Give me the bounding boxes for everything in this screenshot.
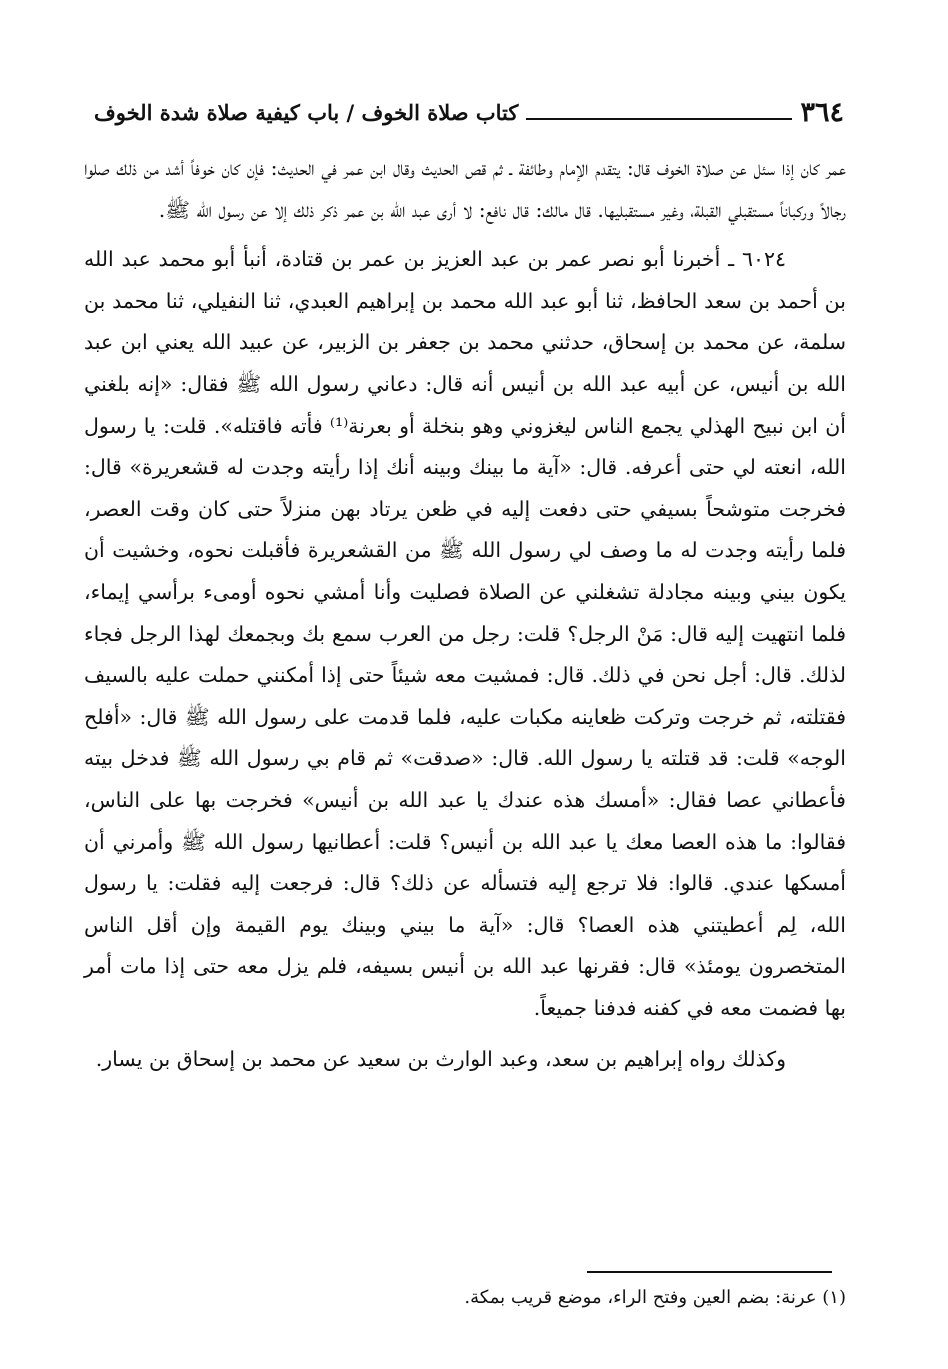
running-title: كتاب صلاة الخوف / باب كيفية صلاة شدة الخوف xyxy=(94,99,519,125)
main-text xyxy=(84,148,846,1081)
page-header xyxy=(94,92,844,132)
page-number: ٣٦٤ xyxy=(800,96,844,128)
paragraph-continuation: عمر كان إذا سئل عن صلاة الخوف قال: يتقدم الإمام وطائفة ـ ثم قص الحديث وقال ابن عمر في الحديث: فإن كان خوفاً أشد من ذلك صلوا رجالاً وركباناً مستقبلي القبلة، وغير مستقبليها. قال مالك: قال نافع: لا أرى عبد الله بن عمر ذكر ذلك إلا عن رسول الله ﷺ. xyxy=(84,156,846,222)
header-rule xyxy=(526,118,792,120)
paragraph-narration-note: وكذلك رواه إبراهيم بن سعد، وعبد الوارث بن سعيد عن محمد بن إسحاق بن يسار. xyxy=(95,1047,786,1072)
footnote-separator xyxy=(587,1271,832,1273)
hadith-6024: ٦٠٢٤ ـ أخبرنا أبو نصر عمر بن عبد العزيز بن عمر بن قتادة، أنبأ أبو محمد عبد الله بن أحمد بن سعد الحافظ، ثنا أبو عبد الله محمد بن إبراهيم العبدي، ثنا النفيلي، ثنا محمد بن سلمة، عن محمد بن إسحاق، حدثني محمد بن جعفر بن الزبير، عن عبيد الله يعني ابن عبد الله بن أنيس، عن أبيه عبد الله بن أنيس أنه قال: دعاني رسول الله ﷺ فقال: «إنه بلغني أن ابن نبيح الهذلي يجمع الناس ليغزوني وهو بنخلة أو بعرنة⁽¹⁾ فأته فاقتله». قلت: يا رسول الله، انعته لي حتى أعرفه. قال: «آية ما بينك وبينه أنك إذا رأيته وجدت له قشعريرة» قال: فخرجت متوشحاً بسيفي حتى دفعت إليه في ظعن يرتاد بهن منزلاً حتى كان وقت العصر، فلما رأيته وجدت له ما وصف لي رسول الله ﷺ من القشعريرة فأقبلت نحوه، وخشيت أن يكون بيني وبينه مجادلة تشغلني عن الصلاة فصليت وأنا أمشي نحوه أومىء برأسي إيماء، فلما انتهيت إليه قال: مَنْ الرجل؟ قلت: رجل من العرب سمع بك وبجمعك لهذا الرجل فجاء لذلك. قال: أجل نحن في ذلك. قال: فمشيت معه شيئاً حتى إذا أمكنني حملت عليه بالسيف فقتلته، ثم خرجت وتركت ظعاينه مكبات عليه، فلما قدمت على رسول الله ﷺ قال: «أفلح الوجه» قلت: قد قتلته يا رسول الله. قال: «صدقت» ثم قام بي رسول الله ﷺ فدخل بيته فأعطاني عصا فقال: «أمسك هذه عندك يا عبد الله بن أنيس» فخرجت بها على الناس، فقالوا: ما هذه العصا معك يا عبد الله بن أنيس؟ قلت: أعطانيها رسول الله ﷺ وأمرني أن أمسكها عندي. قالوا: فلا ترجع إليه فتسأله عن ذلك؟ قال: فرجعت إليه فقلت: يا رسول الله، لِم أعطيتني هذه العصا؟ قال: «آية ما بيني وبينك يوم القيمة وإن أقل الناس المتخصرون يومئذ» قال: فقرنها عبد الله بن أنيس بسيفه، فلم يزل معه حتى إذا مات أمر بها فضمت معه في كفنه فدفنا جميعاً. xyxy=(84,247,846,1020)
footnote-1: (١) عرنة: بضم العين وفتح الراء، موضع قريب بمكة. xyxy=(464,1287,846,1308)
